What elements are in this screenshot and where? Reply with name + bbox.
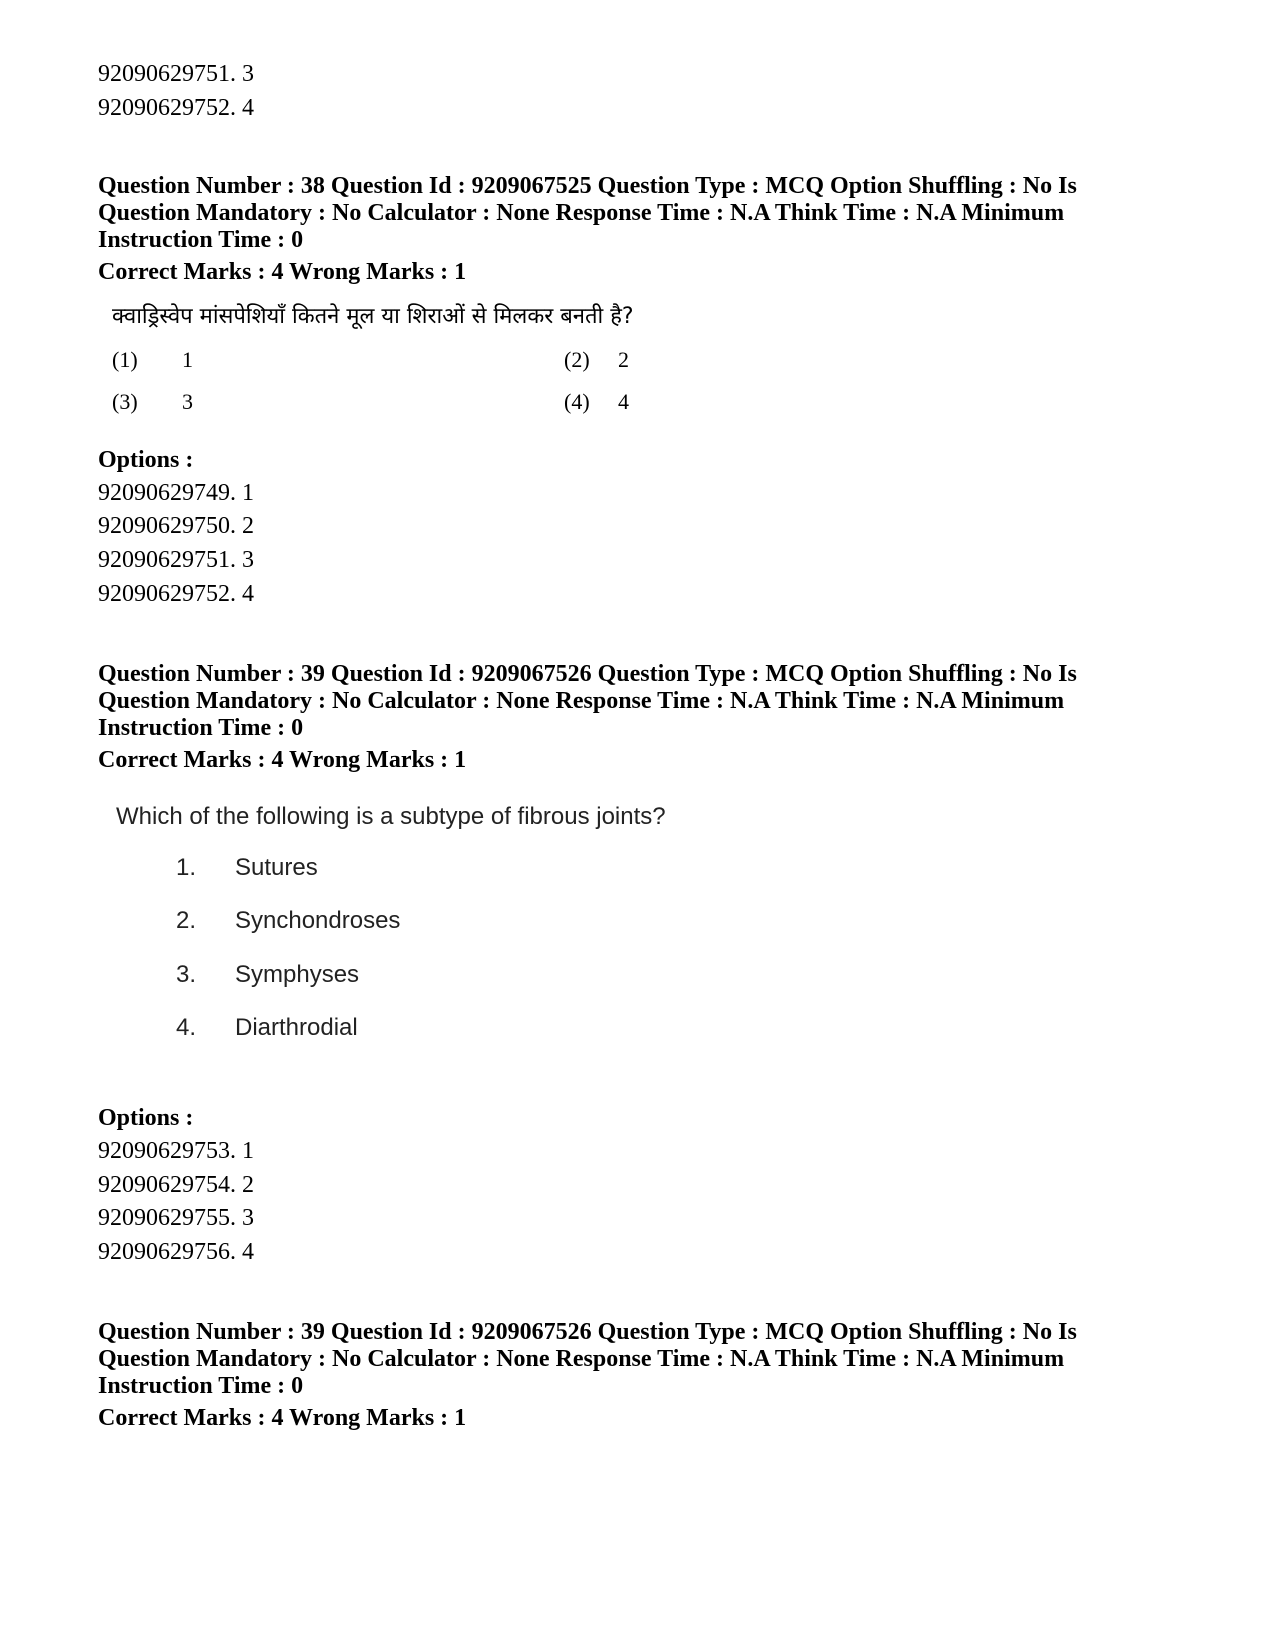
option-line: 92090629754. 2 [98, 1172, 254, 1198]
question-text: Which of the following is a subtype of fibrous joints? [116, 803, 666, 830]
question-header-line: Question Mandatory : No Calculator : None Response Time : N.A Think Time : N.A Minimum [98, 1346, 1065, 1372]
question-header-line: Question Mandatory : No Calculator : None Response Time : N.A Think Time : N.A Minimum [98, 200, 1065, 226]
question-header-line: Question Number : 39 Question Id : 9209067526 Question Type : MCQ Option Shuffling : No Is [98, 1319, 1077, 1345]
choice-text: 3 [182, 389, 193, 414]
question-header-line: Instruction Time : 0 [98, 715, 304, 741]
choice-text: Synchondroses [235, 907, 401, 934]
option-line: 92090629755. 3 [98, 1205, 254, 1231]
question-header-line: Instruction Time : 0 [98, 227, 304, 253]
question-header-line: Question Number : 39 Question Id : 9209067526 Question Type : MCQ Option Shuffling : No Is [98, 661, 1077, 687]
choice-text: 2 [618, 347, 629, 372]
option-line: 92090629749. 1 [98, 480, 254, 506]
marks-line: Correct Marks : 4 Wrong Marks : 1 [98, 747, 467, 773]
option-line: 92090629756. 4 [98, 1239, 254, 1265]
choice-number: (4) [564, 389, 590, 414]
option-line: 92090629752. 4 [98, 95, 254, 121]
choice-text: Sutures [235, 854, 318, 881]
choice-text: Diarthrodial [235, 1014, 358, 1041]
option-line: 92090629751. 3 [98, 61, 254, 87]
choice-number: 4. [176, 1014, 197, 1041]
question-header-line: Question Number : 38 Question Id : 9209067525 Question Type : MCQ Option Shuffling : No Is [98, 173, 1077, 199]
choice-text: Symphyses [235, 961, 360, 988]
option-line: 92090629752. 4 [98, 581, 254, 607]
marks-line: Correct Marks : 4 Wrong Marks : 1 [98, 259, 467, 285]
choice-number: (2) [564, 347, 590, 372]
question-text: क्वाड्रिस्वेप मांसपेशियाँ कितने मूल या शिराओं से मिलकर बनती है? [112, 304, 634, 329]
question-header-line: Instruction Time : 0 [98, 1373, 304, 1399]
choice-text: 1 [182, 347, 193, 372]
choice-number: 3. [176, 961, 197, 988]
options-label: Options : [98, 1105, 194, 1131]
option-line: 92090629753. 1 [98, 1138, 254, 1164]
option-line: 92090629751. 3 [98, 547, 254, 573]
option-line: 92090629750. 2 [98, 513, 254, 539]
choice-number: 2. [176, 907, 197, 934]
options-label: Options : [98, 447, 194, 473]
choice-number: 1. [176, 854, 197, 881]
question-header-line: Question Mandatory : No Calculator : None Response Time : N.A Think Time : N.A Minimum [98, 688, 1065, 714]
choice-text: 4 [618, 389, 629, 414]
marks-line: Correct Marks : 4 Wrong Marks : 1 [98, 1405, 467, 1431]
choice-number: (3) [112, 389, 138, 414]
choice-number: (1) [112, 347, 138, 372]
